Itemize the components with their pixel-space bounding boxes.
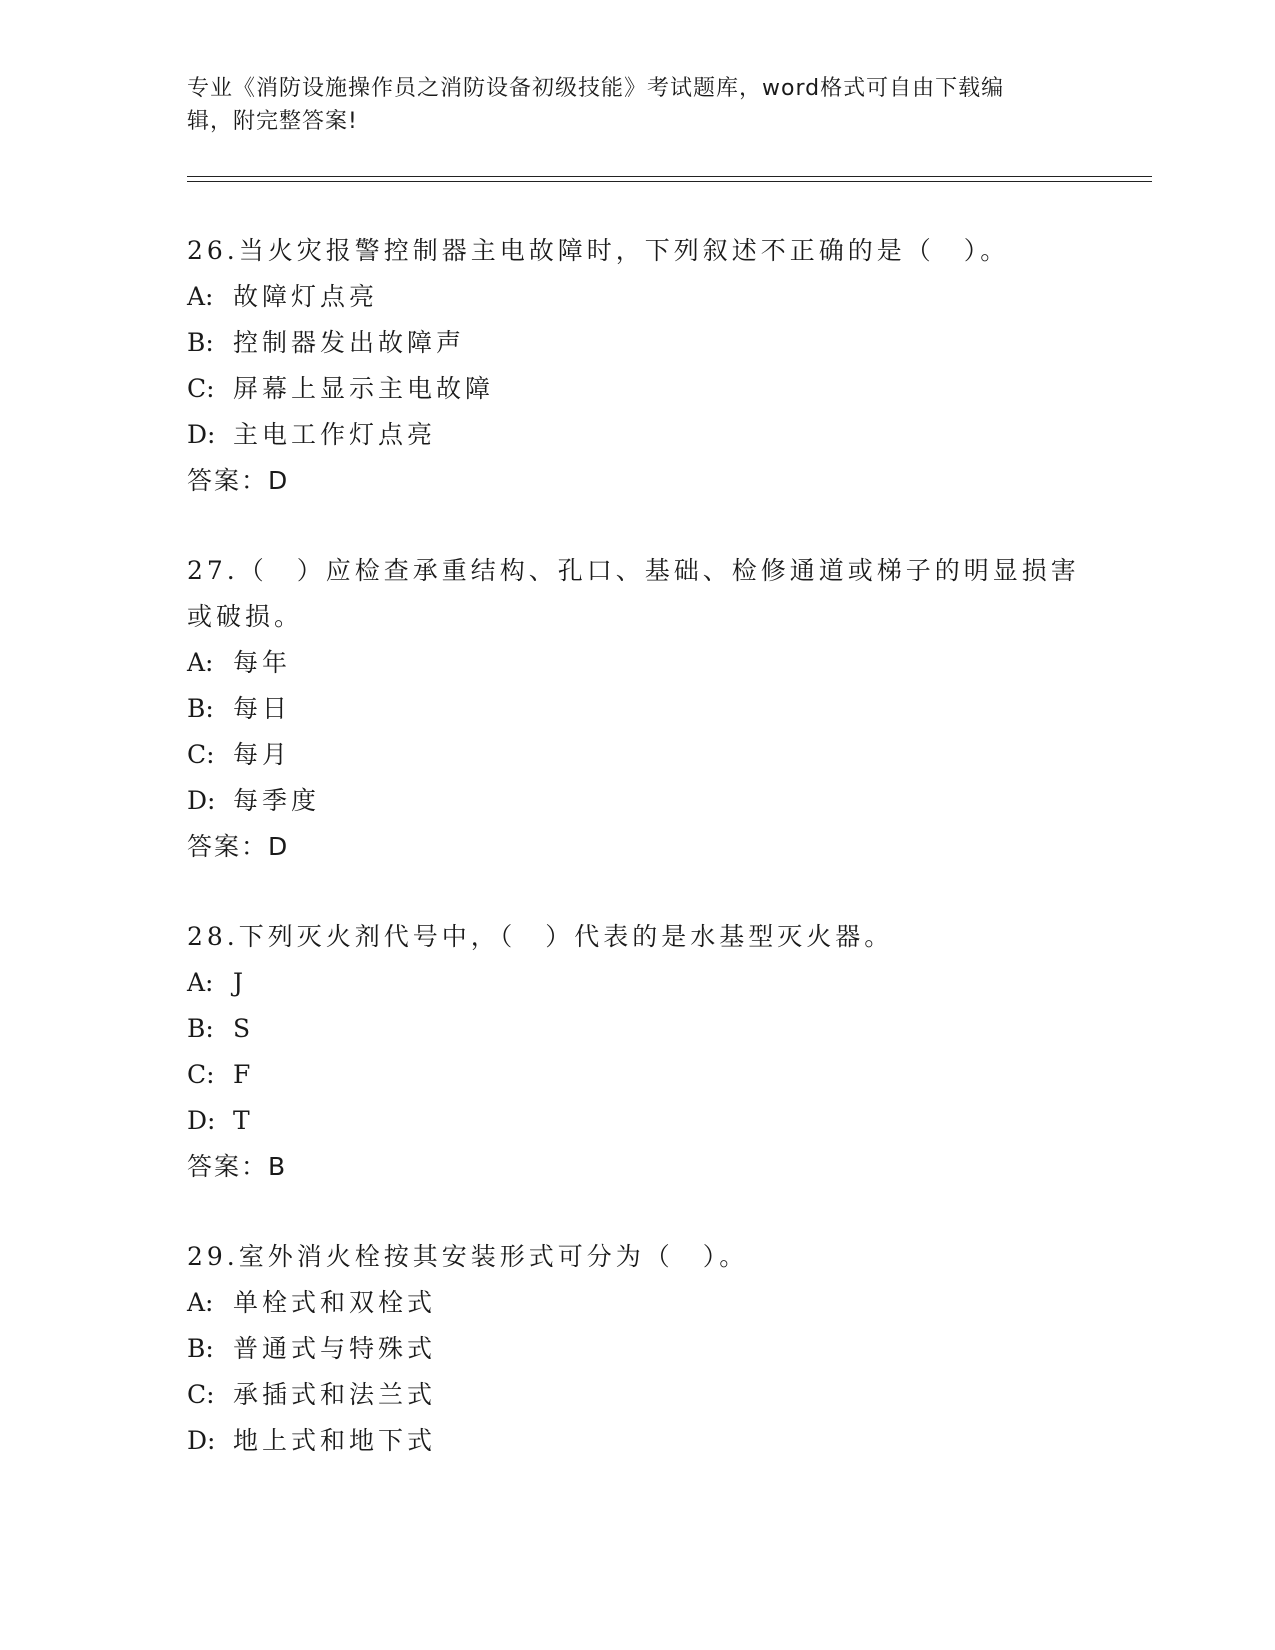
option-letter: A: bbox=[187, 648, 214, 677]
option-letter: A: bbox=[187, 282, 214, 311]
option-d bbox=[187, 1098, 1087, 1144]
option-text: 每月 bbox=[233, 740, 292, 769]
answer: 答案：D bbox=[187, 466, 290, 495]
question-stem: 26.当火灾报警控制器主电故障时，下列叙述不正确的是（ ）。 bbox=[187, 236, 1010, 265]
option-letter: C: bbox=[187, 374, 215, 403]
option-letter: D: bbox=[187, 1426, 216, 1455]
option-text: T bbox=[233, 1106, 254, 1135]
option-letter: B: bbox=[187, 328, 214, 357]
header-line-2: 辑，附完整答案! bbox=[187, 109, 358, 134]
option-d bbox=[187, 1418, 1087, 1464]
option-letter: B: bbox=[187, 1014, 214, 1043]
header-divider-bottom bbox=[187, 181, 1152, 182]
option-letter: A: bbox=[187, 1288, 214, 1317]
option-text: 故障灯点亮 bbox=[233, 282, 379, 311]
option-letter: C: bbox=[187, 740, 215, 769]
option-letter: D: bbox=[187, 1106, 216, 1135]
question-stem-line-1: 27.（ ）应检查承重结构、孔口、基础、检修通道或梯子的明显损害 bbox=[187, 556, 1080, 585]
option-a bbox=[187, 274, 1087, 320]
option-text: 承插式和法兰式 bbox=[233, 1380, 437, 1409]
question-stem-line-2: 或破损。 bbox=[187, 602, 304, 631]
option-text: 每日 bbox=[233, 694, 292, 723]
option-a bbox=[187, 640, 1087, 686]
option-letter: A: bbox=[187, 968, 214, 997]
option-a bbox=[187, 1280, 1087, 1326]
option-b bbox=[187, 1326, 1087, 1372]
option-text: J bbox=[233, 968, 248, 997]
option-text: 每季度 bbox=[233, 786, 321, 815]
option-letter: D: bbox=[187, 786, 216, 815]
question-26 bbox=[187, 228, 1087, 504]
option-c bbox=[187, 366, 1087, 412]
question-stem: 28.下列灭火剂代号中，（ ）代表的是水基型灭火器。 bbox=[187, 922, 894, 951]
header-divider-top bbox=[187, 176, 1152, 177]
option-c bbox=[187, 1052, 1087, 1098]
document-header bbox=[187, 72, 1067, 138]
option-letter: D: bbox=[187, 420, 216, 449]
option-text: 主电工作灯点亮 bbox=[233, 420, 437, 449]
option-text: 地上式和地下式 bbox=[233, 1426, 437, 1455]
option-c bbox=[187, 1372, 1087, 1418]
option-c bbox=[187, 732, 1087, 778]
option-b bbox=[187, 1006, 1087, 1052]
answer: 答案：B bbox=[187, 1152, 288, 1181]
option-text: S bbox=[233, 1014, 255, 1043]
option-letter: B: bbox=[187, 694, 214, 723]
question-stem: 29.室外消火栓按其安装形式可分为（ ）。 bbox=[187, 1242, 749, 1271]
option-text: 每年 bbox=[233, 648, 292, 677]
option-text: 屏幕上显示主电故障 bbox=[233, 374, 495, 403]
option-letter: B: bbox=[187, 1334, 214, 1363]
answer: 答案：D bbox=[187, 832, 290, 861]
option-a bbox=[187, 960, 1087, 1006]
option-text: 普通式与特殊式 bbox=[233, 1334, 437, 1363]
option-letter: C: bbox=[187, 1060, 215, 1089]
option-text: 单栓式和双栓式 bbox=[233, 1288, 437, 1317]
option-b bbox=[187, 320, 1087, 366]
question-28 bbox=[187, 914, 1087, 1190]
option-b bbox=[187, 686, 1087, 732]
option-letter: C: bbox=[187, 1380, 215, 1409]
question-27 bbox=[187, 548, 1087, 870]
question-29 bbox=[187, 1234, 1087, 1464]
header-line-1: 专业《消防设施操作员之消防设备初级技能》考试题库，word格式可自由下载编 bbox=[187, 76, 1005, 101]
option-text: F bbox=[233, 1060, 255, 1089]
option-d bbox=[187, 412, 1087, 458]
option-text: 控制器发出故障声 bbox=[233, 328, 466, 357]
option-d bbox=[187, 778, 1087, 824]
